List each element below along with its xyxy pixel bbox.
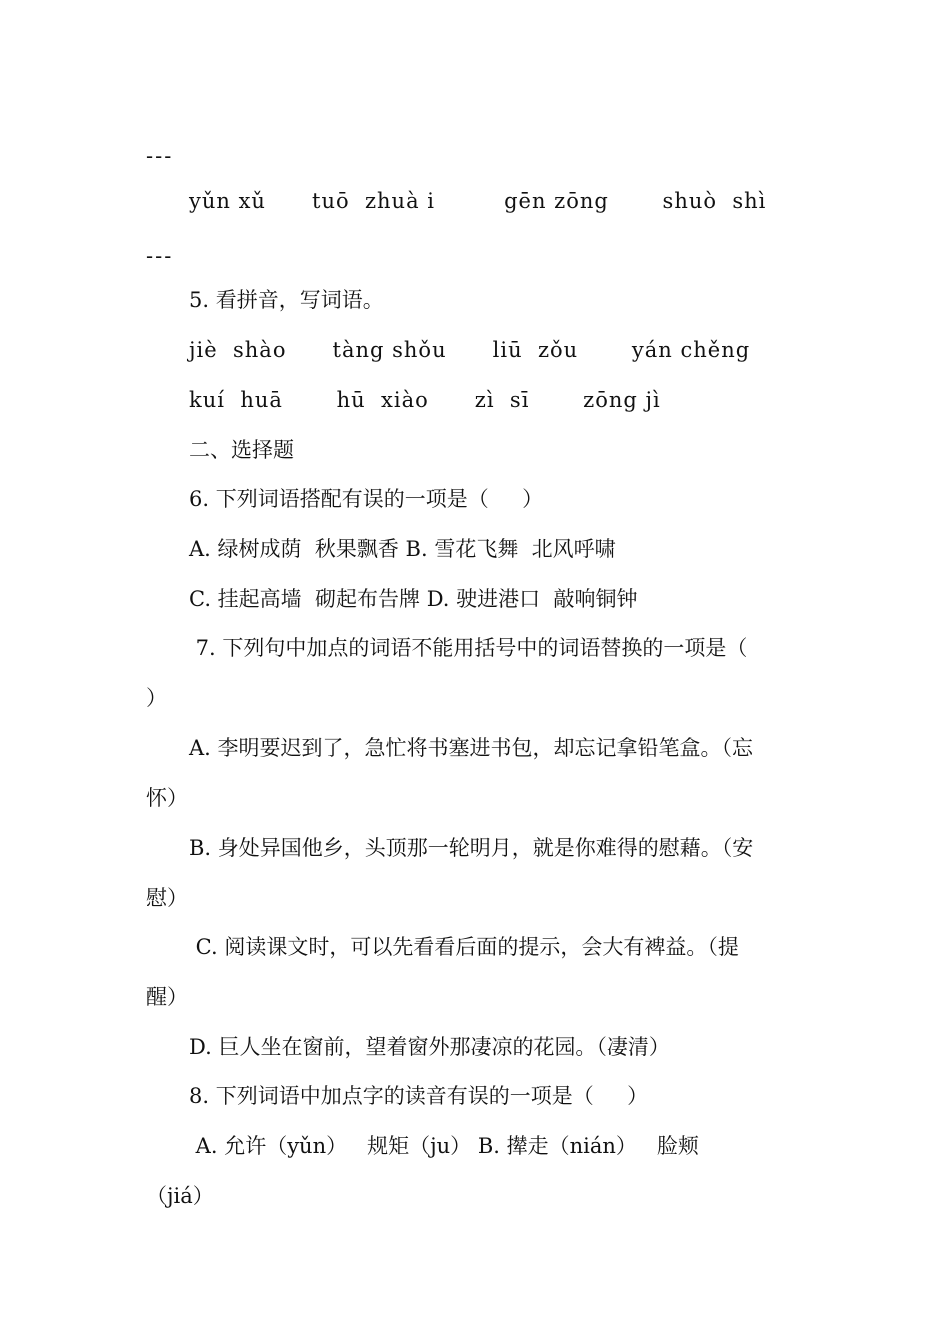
question-7-option-c: C. 阅读课文时，可以先看看后面的提示，会大有裨益。（提	[189, 935, 739, 959]
question-7: 7. 下列句中加点的词语不能用括号中的词语替换的一项是（	[189, 636, 748, 660]
question-5: 5. 看拼音，写词语。	[189, 288, 384, 312]
question-7-option-a: A. 李明要迟到了，急忙将书塞进书包，却忘记拿铅笔盒。（忘	[189, 736, 754, 760]
question-6-options-ab: A. 绿树成荫 秋果飘香 B. 雪花飞舞 北风呼啸	[189, 537, 616, 561]
question-7-option-b: B. 身处异国他乡，头顶那一轮明月，就是你难得的慰藉。（安	[189, 836, 754, 860]
pinyin-row: jiè shào tàng shǒu liū zǒu yán chěng	[189, 338, 751, 362]
question-7-continued: ）	[146, 686, 167, 710]
question-7-option-c-continued: 醒）	[146, 985, 188, 1009]
question-7-option-b-continued: 慰）	[146, 886, 188, 910]
pinyin-row: kuí huā hū xiào zì sī zōng jì	[189, 388, 661, 412]
question-7-option-d: D. 巨人坐在窗前，望着窗外那凄凉的花园。（凄清）	[189, 1035, 670, 1059]
pinyin-row: yǔn xǔ tuō zhuà i gēn zōng shuò shì	[189, 189, 767, 213]
question-8: 8. 下列词语中加点字的读音有误的一项是（ ）	[189, 1084, 649, 1108]
section-heading: 二、选择题	[189, 438, 294, 462]
question-6: 6. 下列词语搭配有误的一项是（ ）	[189, 487, 544, 511]
question-6-options-cd: C. 挂起高墙 砌起布告牌 D. 驶进港口 敲响铜钟	[189, 587, 638, 611]
separator-dashes: ---	[146, 144, 174, 168]
question-7-option-a-continued: 怀）	[146, 786, 188, 810]
separator-dashes: ---	[146, 244, 174, 268]
question-8-options: A. 允许（yǔn） 规矩（ju） B. 撵走（nián） 脸颊	[189, 1134, 699, 1158]
question-8-options-continued: （jiá）	[146, 1184, 214, 1208]
